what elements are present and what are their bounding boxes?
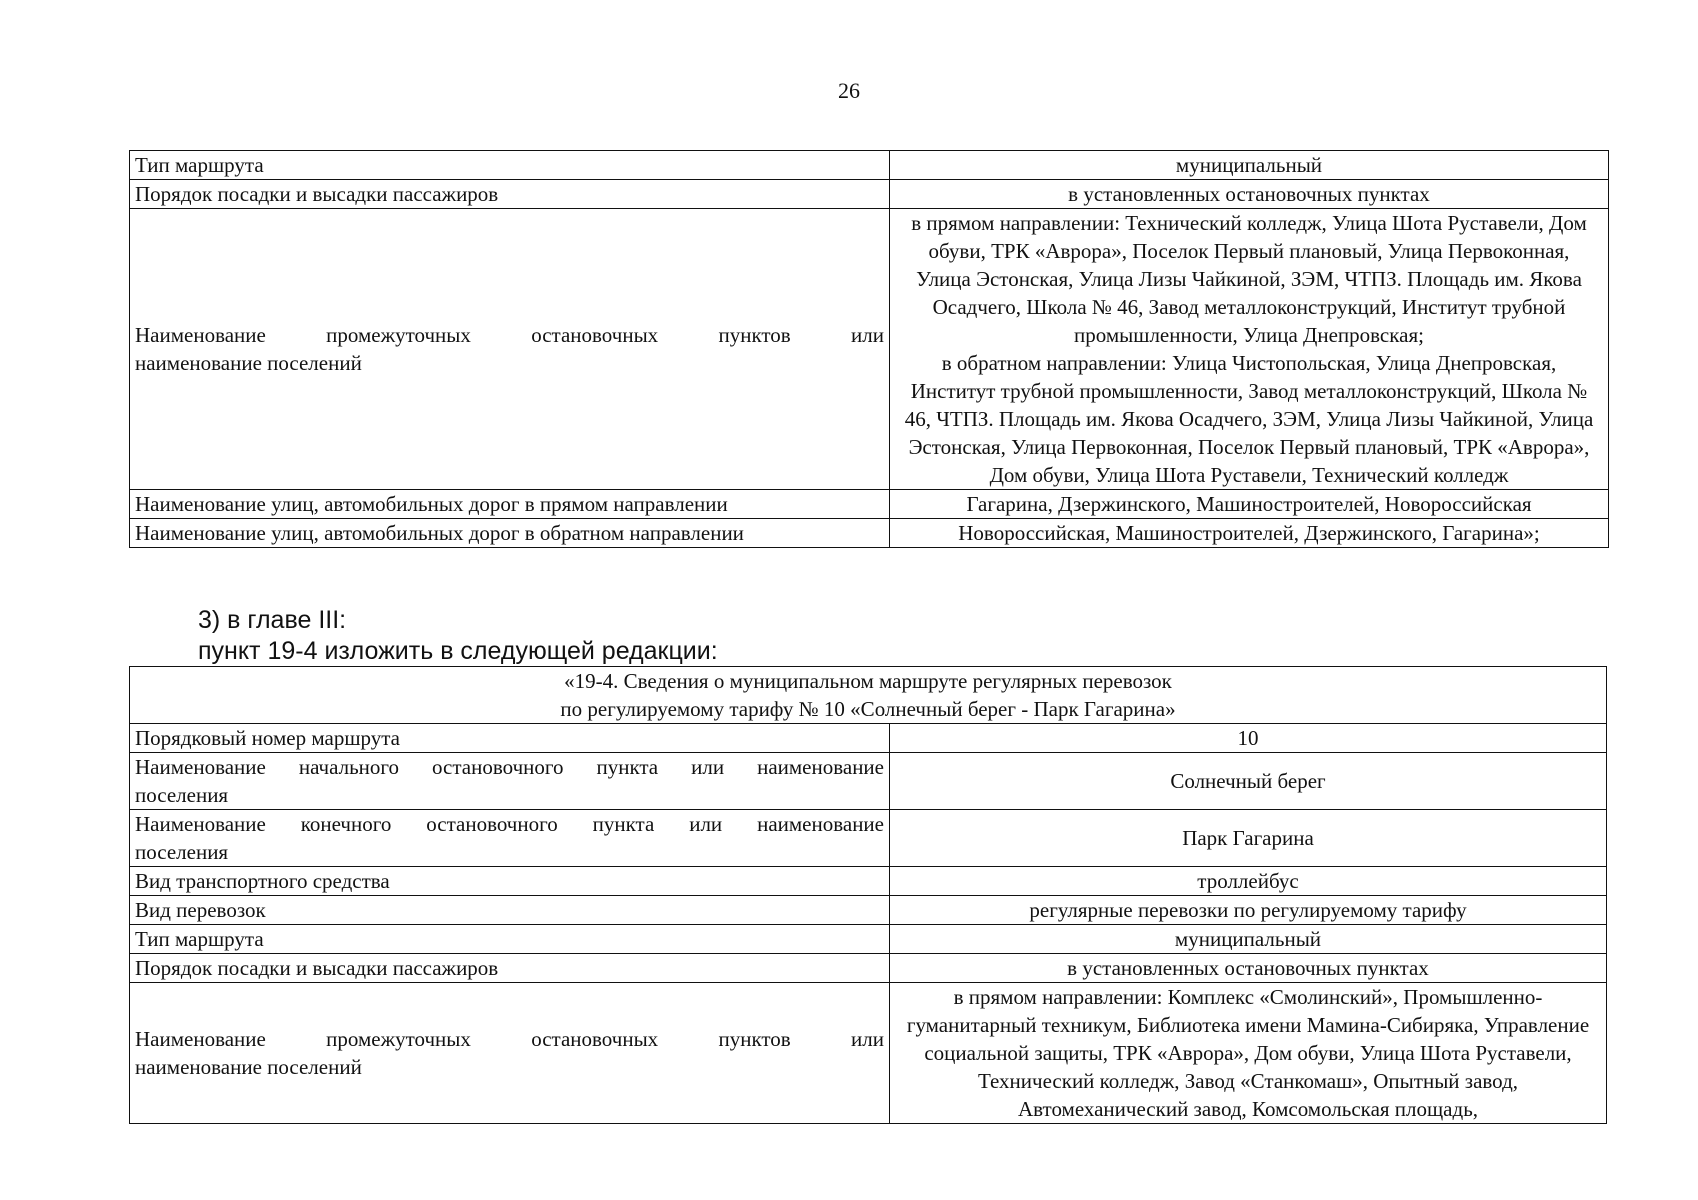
boarding-order-label: Порядок посадки и высадки пассажиров bbox=[130, 954, 890, 983]
forward-streets-label: Наименование улиц, автомобильных дорог в прямом направлении bbox=[130, 490, 890, 519]
forward-direction-stops: в прямом направлении: Технический колледж, Улица Шота Руставели, Дом обуви, ТРК «Аврора», Поселок Первый плановый, Улица Первоконная, Улица Эстонская, Улица Лизы Чайкиной, ЗЭМ, ЧТПЗ. Площадь им. Якова Осадчего, Школа № 46, Завод металлоконструкций, Институт трубной промышленности, Улица Днепровская; bbox=[911, 211, 1587, 347]
end-stop-value: Парк Гагарина bbox=[890, 810, 1607, 867]
table-caption-line2: по регулируемому тарифу № 10 «Солнечный берег - Парк Гагарина» bbox=[560, 697, 1176, 721]
vehicle-type-value: троллейбус bbox=[890, 867, 1607, 896]
route-number-label: Порядковый номер маршрута bbox=[130, 724, 890, 753]
table-row bbox=[130, 151, 1609, 180]
intermediate-stops-label-line2: наименование поселений bbox=[135, 351, 362, 375]
table-row bbox=[130, 490, 1609, 519]
end-stop-label bbox=[130, 810, 890, 867]
table-row bbox=[130, 896, 1607, 925]
table-header-row bbox=[130, 667, 1607, 724]
backward-streets-value: Новороссийская, Машиностроителей, Дзержинского, Гагарина»; bbox=[890, 519, 1609, 548]
route-type-label: Тип маршрута bbox=[130, 151, 890, 180]
intermediate-stops-label-line1: Наименование промежуточных остановочных пунктов или bbox=[135, 1027, 884, 1051]
boarding-order-value: в установленных остановочных пунктах bbox=[890, 954, 1607, 983]
boarding-order-label: Порядок посадки и высадки пассажиров bbox=[130, 180, 890, 209]
intermediate-stops-label bbox=[130, 983, 890, 1124]
amendment-instruction-paragraph: пункт 19-4 изложить в следующей редакции: bbox=[198, 637, 718, 665]
intermediate-stops-value bbox=[890, 209, 1609, 490]
boarding-order-value: в установленных остановочных пунктах bbox=[890, 180, 1609, 209]
end-stop-label-line1: Наименование конечного остановочного пункта или наименование bbox=[135, 812, 884, 836]
start-stop-label-line2: поселения bbox=[135, 783, 229, 807]
start-stop-value: Солнечный берег bbox=[890, 753, 1607, 810]
table-row bbox=[130, 867, 1607, 896]
vehicle-type-label: Вид транспортного средства bbox=[130, 867, 890, 896]
intermediate-stops-label-line2: наименование поселений bbox=[135, 1055, 362, 1079]
table-row bbox=[130, 954, 1607, 983]
route-type-value: муниципальный bbox=[890, 925, 1607, 954]
forward-direction-stops: в прямом направлении: Комплекс «Смолинский», Промышленно-гуманитарный техникум, Библиотека имени Мамина-Сибиряка, Управление социальной защиты, ТРК «Аврора», Дом обуви, Улица Шота Руставели, Технический колледж, Завод «Станкомаш», Опытный завод, Автомеханический завод, Комсомольская площадь, bbox=[906, 985, 1590, 1121]
end-stop-label-line2: поселения bbox=[135, 840, 229, 864]
page-number: 26 bbox=[838, 78, 860, 103]
route-10-details-table bbox=[129, 666, 1607, 1124]
table-row bbox=[130, 209, 1609, 490]
intermediate-stops-value bbox=[890, 983, 1607, 1124]
start-stop-label-line1: Наименование начального остановочного пункта или наименование bbox=[135, 755, 884, 779]
table-caption bbox=[130, 667, 1607, 724]
route-type-label: Тип маршрута bbox=[130, 925, 890, 954]
intermediate-stops-label-line1: Наименование промежуточных остановочных пунктов или bbox=[135, 323, 884, 347]
forward-streets-value: Гагарина, Дзержинского, Машиностроителей, Новороссийская bbox=[890, 490, 1609, 519]
table-row bbox=[130, 753, 1607, 810]
table-row bbox=[130, 983, 1607, 1124]
start-stop-label bbox=[130, 753, 890, 810]
chapter-reference-paragraph: 3) в главе III: bbox=[198, 606, 347, 634]
backward-streets-label: Наименование улиц, автомобильных дорог в обратном направлении bbox=[130, 519, 890, 548]
table-caption-line1: «19-4. Сведения о муниципальном маршруте регулярных перевозок bbox=[564, 669, 1172, 693]
backward-direction-stops: в обратном направлении: Улица Чистопольская, Улица Днепровская, Институт трубной промышленности, Завод металлоконструкций, Школа № 46, ЧТПЗ. Площадь им. Якова Осадчего, ЗЭМ, Улица Лизы Чайкиной, Улица Эстонская, Улица Первоконная, Поселок Первый плановый, ТРК «Аврора», Дом обуви, Улица Шота Руставели, Технический колледж bbox=[904, 351, 1594, 487]
route-details-table-continued bbox=[129, 150, 1609, 548]
table-row bbox=[130, 925, 1607, 954]
transport-kind-value: регулярные перевозки по регулируемому тарифу bbox=[890, 896, 1607, 925]
route-number-value: 10 bbox=[890, 724, 1607, 753]
transport-kind-label: Вид перевозок bbox=[130, 896, 890, 925]
table-row bbox=[130, 519, 1609, 548]
table-row bbox=[130, 180, 1609, 209]
table-row bbox=[130, 724, 1607, 753]
table-row bbox=[130, 810, 1607, 867]
intermediate-stops-label bbox=[130, 209, 890, 490]
route-type-value: муниципальный bbox=[890, 151, 1609, 180]
